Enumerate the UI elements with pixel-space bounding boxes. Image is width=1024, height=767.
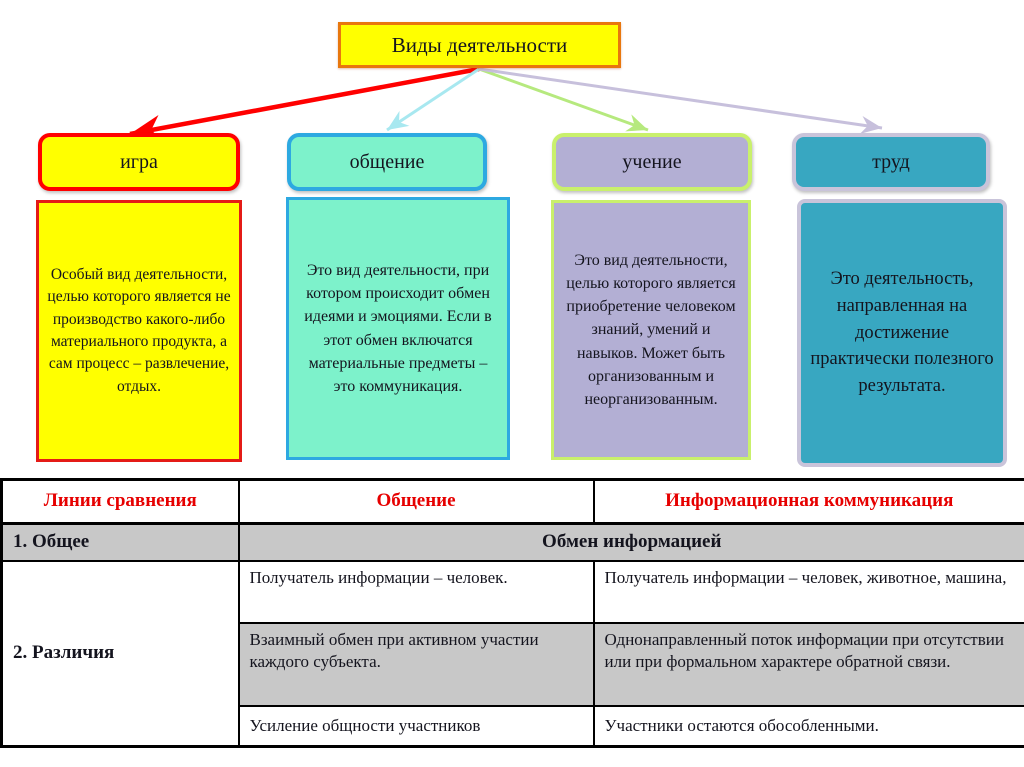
table-header-info-communication: Информационная коммуникация bbox=[594, 480, 1024, 524]
node-uchenie-description bbox=[551, 200, 751, 460]
node-uchenie-header bbox=[552, 133, 752, 191]
node-obshchenie-description bbox=[286, 197, 510, 460]
node-obshchenie-description-text: Это вид деятельности, при котором происходит обмен идеями и эмоциями. Если в этот обмен включатся материальные предметы – это коммуникация. bbox=[304, 261, 492, 395]
table-header-row bbox=[2, 480, 1024, 524]
common-row-value: Обмен информацией bbox=[239, 524, 1024, 561]
arrow-to-trud bbox=[479, 69, 882, 128]
node-igra-description-text: Особый вид деятельности, целью которого является не производство какого-либо материального продукта, а сам процесс – развлечение, отдых. bbox=[47, 265, 231, 395]
table-row-difference-1 bbox=[2, 561, 1024, 623]
node-obshchenie-label: общение bbox=[349, 150, 425, 173]
node-igra-header bbox=[38, 133, 240, 191]
node-obshchenie-header bbox=[287, 133, 487, 191]
row-label-differences: 2. Различия bbox=[2, 561, 239, 747]
cell-obshchenie-recipient: Получатель информации – человек. bbox=[239, 561, 594, 623]
cell-communication-one-way-flow: Однонаправленный поток информации при отсутствии или при формальном характере обратной связи. bbox=[594, 623, 1024, 706]
diagram-title: Виды деятельности bbox=[391, 32, 568, 57]
node-trud-description-text: Это деятельность, направленная на достижение практически полезного результата. bbox=[810, 268, 994, 397]
cell-obshchenie-mutual-exchange: Взаимный обмен при активном участии каждого субъекта. bbox=[239, 623, 594, 706]
cell-obshchenie-community-strengthening: Усиление общности участников bbox=[239, 706, 594, 747]
cell-communication-recipient: Получатель информации – человек, животное, машина, bbox=[594, 561, 1024, 623]
node-trud-header bbox=[792, 133, 990, 191]
table-header-obshchenie: Общение bbox=[239, 480, 594, 524]
arrow-to-igra bbox=[130, 69, 479, 134]
node-trud-description bbox=[797, 199, 1007, 467]
node-igra-description bbox=[36, 200, 242, 462]
title-box bbox=[338, 22, 621, 68]
node-uchenie-description-text: Это вид деятельности, целью которого является приобретение человеком знаний, умений и навыков. Может быть организованным и неорганизованным. bbox=[566, 251, 736, 408]
node-igra-label: игра bbox=[120, 150, 158, 173]
node-trud-label: труд bbox=[872, 150, 910, 173]
cell-communication-participants-separate: Участники остаются обособленными. bbox=[594, 706, 1024, 747]
node-uchenie-label: учение bbox=[622, 150, 682, 173]
table-header-comparison-lines: Линии сравнения bbox=[2, 480, 239, 524]
table-row-common bbox=[2, 524, 1024, 561]
row-label-common: 1. Общее bbox=[2, 524, 239, 561]
arrow-to-obshchenie bbox=[387, 69, 479, 130]
comparison-table bbox=[0, 478, 1024, 748]
arrow-to-uchenie bbox=[479, 69, 648, 130]
